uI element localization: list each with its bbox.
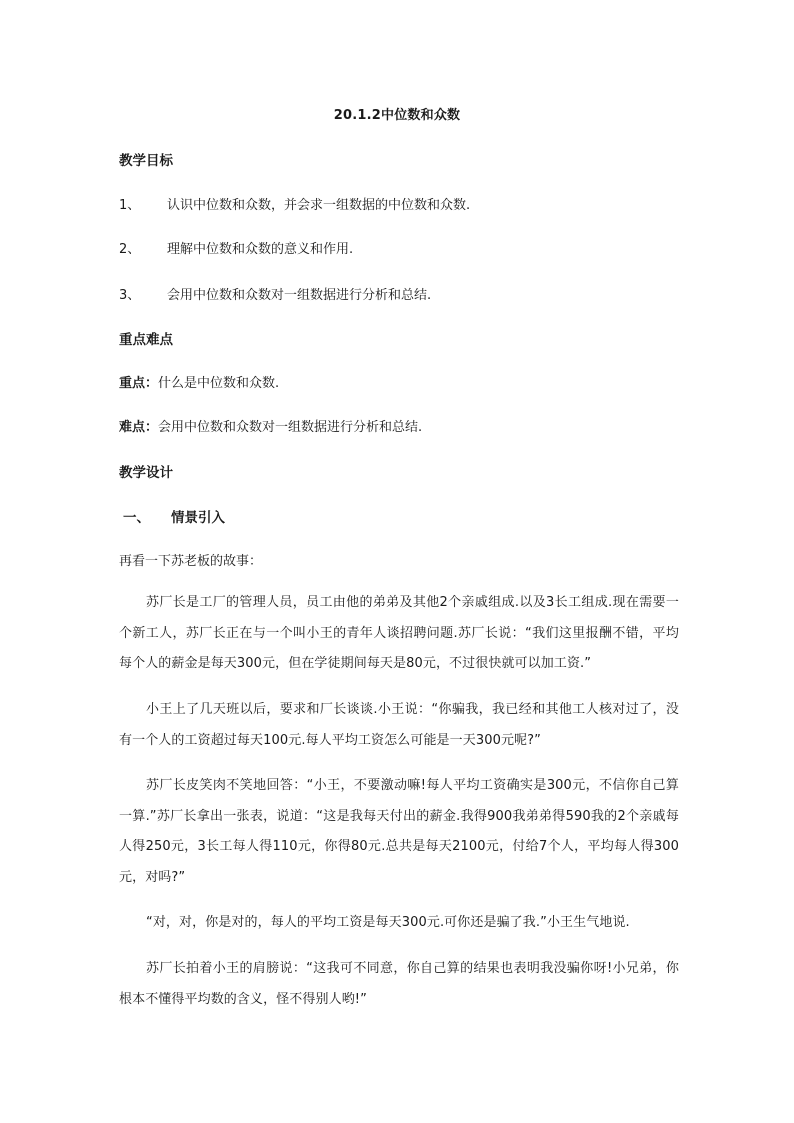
objective-text: 理解中位数和众数的意义和作用. [167,242,354,257]
objective-number: 3、 [119,288,141,303]
document-title: 20.1.2中位数和众数 [333,108,461,123]
story-paragraph-1: 苏厂长是工厂的管理人员，员工由他的弟弟及其他2个亲戚组成.以及3长工组成.现在需要一个新工人，苏厂长正在与一个叫小王的青年人谈招聘问题.苏厂长说：“我们这里报酬不错，平均每个人的薪金是每天300元，但在学徒期间每天是80元，不过很快就可以加工资.” [119,595,679,671]
intro-text: 再看一下苏老板的故事： [119,554,263,569]
objective-item-3 [119,284,431,303]
difficulty-line [119,416,422,435]
key-point-text: 什么是中位数和众数. [158,376,280,391]
key-point-label: 重点： [119,376,159,391]
objective-text: 认识中位数和众数，并会求一组数据的中位数和众数. [167,198,471,213]
objectives-heading: 教学目标 [119,153,173,169]
design-heading: 教学设计 [119,465,173,481]
objective-number: 1、 [119,198,141,213]
objective-item-1 [119,194,470,213]
key-points-heading: 重点难点 [119,332,173,348]
objective-text: 会用中位数和众数对一组数据进行分析和总结. [167,288,432,303]
subheading-number: 一、 [123,510,150,526]
story-paragraph-3: 苏厂长皮笑肉不笑地回答：“小王，不要激动嘛!每人平均工资确实是300元，不信你自己算一算.”苏厂长拿出一张表，说道：“这是我每天付出的薪金.我得900我弟弟得590我的2个亲戚每人得250元，3长工每人得110元，你得80元.总共是每天2100元，付给7个人，平均每人得300元，对吗?” [119,778,679,885]
scene-intro-subheading [119,506,225,526]
difficulty-label: 难点： [119,420,159,435]
story-paragraph-5: 苏厂长拍着小王的肩膀说：“这我可不同意，你自己算的结果也表明我没骗你呀!小兄弟，你根本不懂得平均数的含义，怪不得别人哟!” [119,961,679,1007]
objective-item-2 [119,238,353,257]
difficulty-text: 会用中位数和众数对一组数据进行分析和总结. [158,420,423,435]
objective-number: 2、 [119,242,141,257]
subheading-text: 情景引入 [171,510,225,526]
key-point-line [119,372,279,391]
story-paragraph-2: 小王上了几天班以后，要求和厂长谈谈.小王说：“你骗我，我已经和其他工人核对过了，没有一个人的工资超过每天100元.每人平均工资怎么可能是一天300元呢?” [119,702,679,748]
story-paragraph-4: “对，对，你是对的，每人的平均工资是每天300元.可你还是骗了我.”小王生气地说. [146,915,630,930]
